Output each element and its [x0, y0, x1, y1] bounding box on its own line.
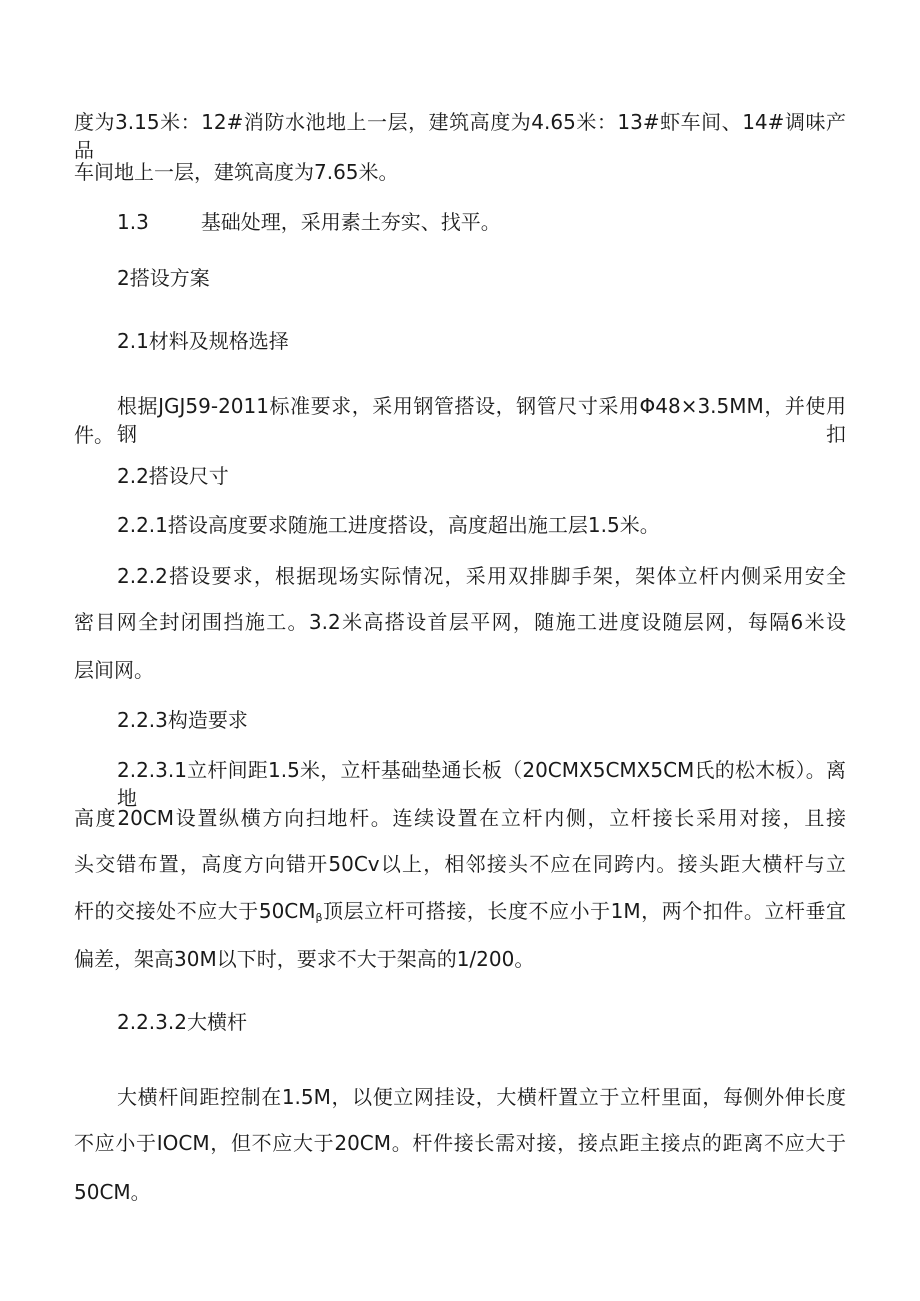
- section-heading-2: 2搭设方案: [117, 266, 210, 290]
- section-heading-2-2: 2.2搭设尺寸: [117, 464, 229, 488]
- paragraph-line: 50CM。: [74, 1180, 151, 1204]
- paragraph-line: 车间地上一层，建筑高度为7.65米。: [74, 160, 399, 184]
- paragraph-line: 高度20CM设置纵横方向扫地杆。连续设置在立杆内侧，立杆接长采用对接，且接: [74, 806, 846, 830]
- paragraph-line: 2.2.2搭设要求，根据现场实际情况，采用双排脚手架，架体立杆内侧采用安全: [117, 564, 846, 588]
- paragraph-line: 头交错布置，高度方向错开50Cv以上，相邻接头不应在同跨内。接头距大横杆与立: [74, 852, 846, 876]
- section-heading-2-1: 2.1材料及规格选择: [117, 329, 289, 353]
- section-heading-1-3: [117, 208, 501, 236]
- paragraph-line: 大横杆间距控制在1.5M，以便立网挂设，大横杆置立于立杆里面，每侧外伸长度: [117, 1085, 846, 1109]
- paragraph-line: 度为3.15米：12#消防水池地上一层，建筑高度为4.65米：13#虾车间、14#调味产品: [74, 110, 846, 162]
- subscript-mark: β: [315, 911, 323, 924]
- paragraph-line: 不应小于IOCM，但不应大于20CM。杆件接长需对接，接点距主接点的距离不应大于: [74, 1131, 846, 1155]
- section-number: 1.3: [117, 210, 149, 234]
- paragraph-line: 2.2.3.1立杆间距1.5米，立杆基础垫通长板（20CMX5CMX5CM氏的松木板）。离地: [117, 758, 846, 810]
- section-heading-2-2-3: 2.2.3构造要求: [117, 708, 248, 732]
- paragraph-line: 2.2.1搭设高度要求随施工进度搭设，高度超出施工层1.5米。: [117, 513, 660, 537]
- paragraph-line: 根据JGJ59-2011标准要求，采用钢管搭设，钢管尺寸采用Φ48×3.5MM，并使用钢扣: [117, 394, 846, 446]
- paragraph-line: 密目网全封闭围挡施工。3.2米高搭设首层平网，随施工进度设随层网，每隔6米设: [74, 610, 846, 634]
- paragraph-line: 杆的交接处不应大于$50CM_\beta$顶层立杆可搭接，长度不应小于1M，两个扣件。立杆垂宜: [74, 899, 847, 924]
- paragraph-line: 偏差，架高30M以下时，要求不大于架高的1/200。: [74, 947, 535, 971]
- paragraph-line: 层间网。: [74, 658, 154, 682]
- paragraph-line: 件。: [74, 423, 114, 447]
- section-text: 基础处理，采用素土夯实、找平。: [200, 210, 501, 234]
- section-heading-2-2-3-2: 2.2.3.2大横杆: [117, 1010, 247, 1034]
